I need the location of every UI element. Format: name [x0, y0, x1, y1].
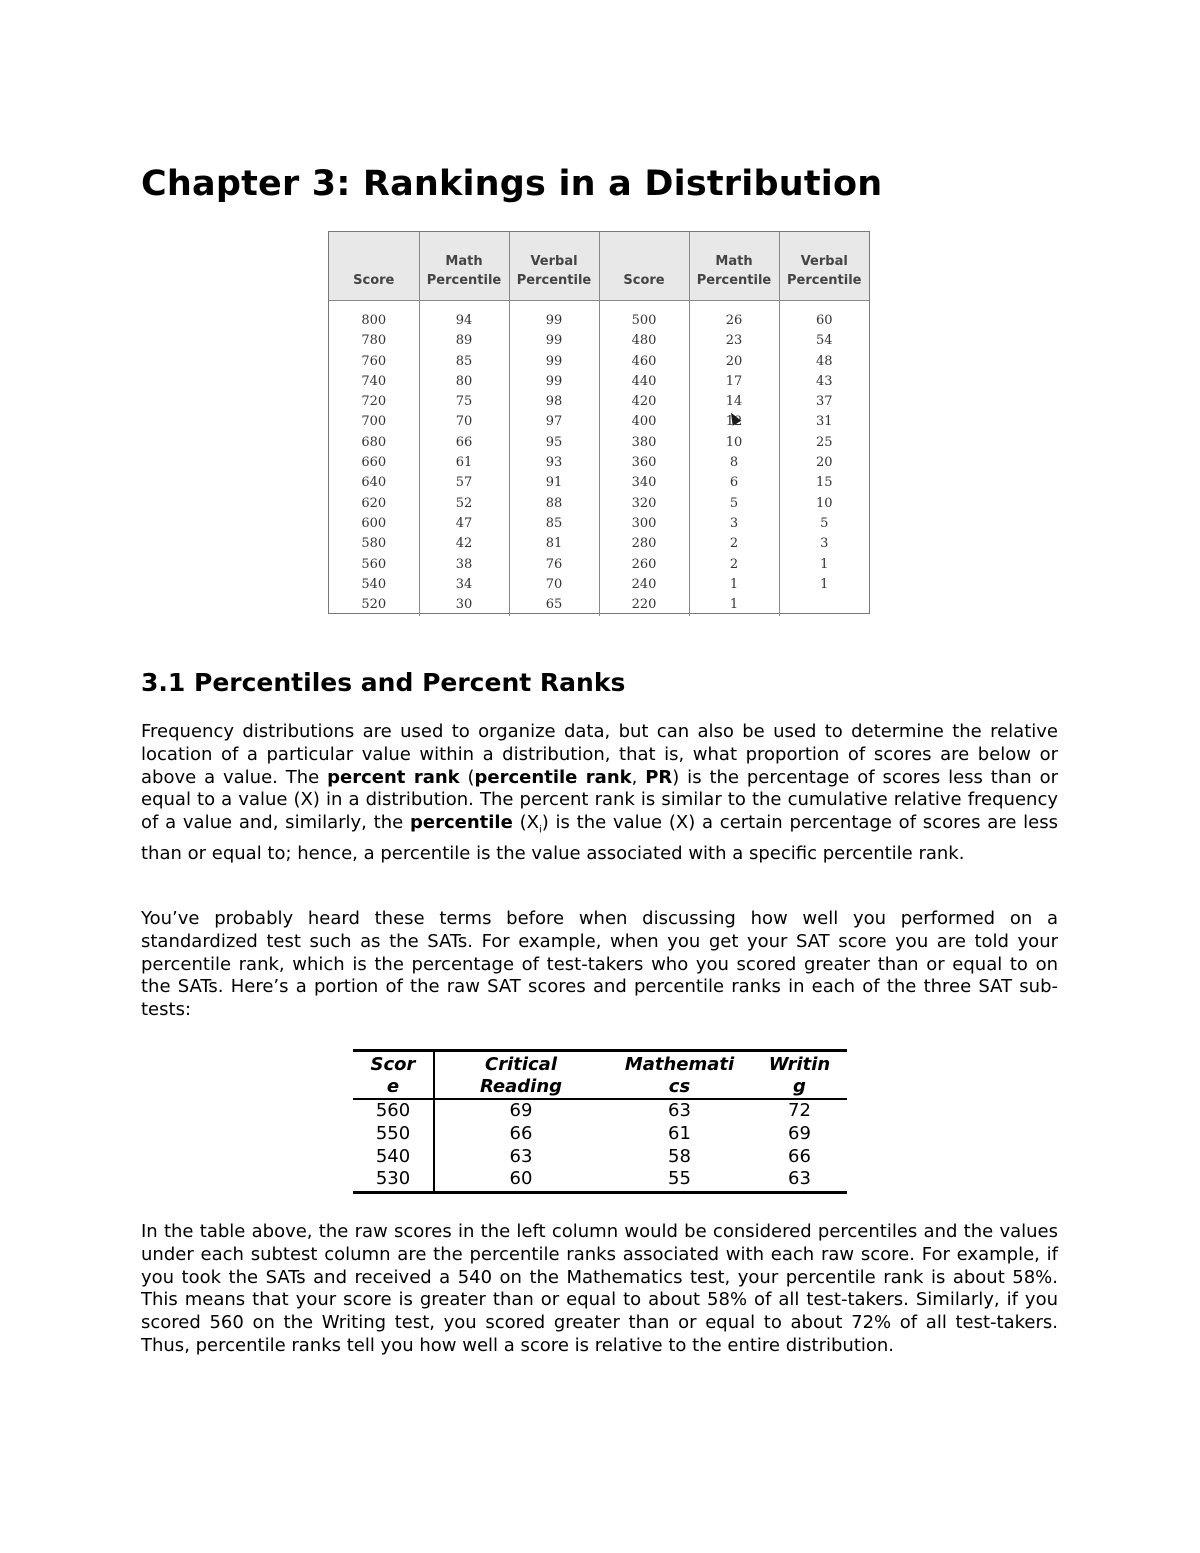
paragraph-percent-rank-definition: Frequency distributions are used to organize data, but can also be used to determine the relative location of a particular value within a distribution, that is, what proportion of scores are below or above a value. The percent rank (percentile rank, PR) is the percentage of scores less than or equal to a value (X) in a distribution. The percent rank is similar to the cumulative relative frequency of a value and, similarly, the percentile $(X_i)$ is the value (X) a certain percentage of scores are less than or equal to; hence, a percentile is the value associated with a specific percentile rank. — [141, 721, 1059, 864]
image-header-score-1: Score — [329, 232, 419, 301]
image-table-value: 240 — [631, 576, 657, 592]
sat-cell: 69 — [509, 1100, 533, 1121]
image-table-value: 93 — [545, 455, 563, 471]
image-table-value: 38 — [455, 556, 473, 572]
image-table-value: 680 — [361, 434, 387, 450]
image-table-value: 23 — [725, 333, 743, 349]
image-header-score-2: Score — [599, 232, 689, 301]
sat-cell: 550 — [353, 1123, 434, 1146]
image-table-value: 360 — [631, 455, 657, 471]
image-table-value: 620 — [361, 495, 387, 511]
chapter-title: Chapter 3: Rankings in a Distribution — [141, 164, 883, 204]
image-header-math-percentile-1: Math Percentile — [419, 232, 509, 301]
image-table-value: 1 — [729, 576, 739, 592]
image-table-value: 31 — [815, 414, 833, 430]
image-table-value: 20 — [725, 353, 743, 369]
image-table-value: 600 — [361, 515, 387, 531]
sat-header-writing: Writin g — [752, 1051, 847, 1100]
image-table-value: 700 — [361, 414, 387, 430]
section-heading: 3.1 Percentiles and Percent Ranks — [141, 668, 626, 697]
image-table-value: 380 — [631, 434, 657, 450]
image-col-verbal-percentile-2 — [779, 301, 869, 617]
image-table-value: 17 — [725, 373, 743, 389]
image-table-value: 94 — [455, 313, 473, 328]
image-table-value: 70 — [455, 414, 473, 430]
image-table-value: 8 — [729, 455, 739, 471]
image-table-value: 5 — [729, 495, 739, 511]
image-table-value: 26 — [725, 313, 743, 328]
image-table-value: 34 — [455, 576, 473, 592]
table-row — [353, 1123, 847, 1146]
image-table-value: 47 — [455, 515, 473, 531]
image-table-value: 99 — [545, 313, 563, 328]
image-table-value: 65 — [545, 597, 563, 613]
image-table-value: 20 — [815, 455, 833, 471]
image-table-value: 3 — [820, 536, 829, 552]
image-table-value: 48 — [815, 353, 833, 369]
image-table-value: 12 — [725, 414, 743, 430]
image-table-value: 15 — [815, 475, 833, 491]
image-table-value: 85 — [455, 353, 473, 369]
image-table-value: 76 — [545, 556, 563, 572]
image-table-value: 37 — [815, 394, 833, 410]
image-table-value: 99 — [545, 333, 563, 349]
table-row — [353, 1146, 847, 1169]
image-table-value: 220 — [631, 597, 657, 613]
image-header-math-percentile-2: Math Percentile — [689, 232, 779, 301]
table-row — [353, 1168, 847, 1192]
image-table-value: 720 — [361, 394, 387, 410]
image-table-value: 300 — [631, 515, 657, 531]
image-table-value: 320 — [631, 495, 657, 511]
image-table-value: 2 — [729, 556, 739, 572]
image-table-value: 61 — [455, 455, 473, 471]
image-table-value: 85 — [545, 515, 563, 531]
paragraph-sat-explanation: In the table above, the raw scores in the left column would be considered percentiles and the values under each subtest column are the percentile ranks associated with each raw score. For example, if you took the SATs and received a 540 on the Mathematics test, your percentile rank is about 58%. This means that your score is greater than or equal to about 58% of all test-takers. Similarly, if you scored 560 on the Writing test, you scored greater than or equal to about 72% of all test-takers. Thus, percentile ranks tell you how well a score is relative to the entire distribution. — [141, 1221, 1058, 1356]
image-table-value: 280 — [631, 536, 657, 552]
sat-cell: 61 — [668, 1122, 691, 1144]
image-table-value: 30 — [455, 597, 473, 613]
image-table-value: 3 — [729, 515, 739, 531]
image-table-value: 400 — [631, 414, 657, 430]
image-table-value: 80 — [455, 373, 473, 389]
image-table-value — [781, 595, 869, 615]
image-table-value: 66 — [455, 434, 473, 450]
image-table-value: 43 — [815, 373, 833, 389]
image-table-value: 780 — [361, 333, 387, 349]
image-table-value: 81 — [545, 536, 563, 552]
sat-cell: 60 — [509, 1168, 533, 1190]
sat-cell: 530 — [353, 1168, 434, 1192]
image-table-value: 70 — [545, 576, 563, 592]
image-table-value: 99 — [545, 353, 563, 369]
image-table-value: 540 — [361, 576, 387, 592]
sat-cell: 69 — [788, 1122, 811, 1144]
sat-percentile-table — [353, 1049, 847, 1194]
sat-cell: 58 — [668, 1145, 691, 1167]
sat-cell: 72 — [788, 1100, 811, 1121]
image-table-value: 25 — [815, 434, 833, 450]
image-table-value: 760 — [361, 353, 387, 369]
sat-header-critical-reading: Critical Reading — [434, 1051, 607, 1100]
image-table-value: 560 — [361, 556, 387, 572]
image-table-value: 89 — [455, 333, 473, 349]
image-col-math-percentile-1 — [419, 301, 509, 617]
paragraph-sat-intro: You’ve probably heard these terms before when discussing how well you performed on a standardized test such as the SATs. For example, when you get your SAT score you are told your percentile rank, which is the percentage of test-takers who you scored greater than or equal to on the SATs. Here’s a portion of the raw SAT scores and percentile ranks in each of the three SAT sub-tests: — [141, 908, 1058, 1021]
image-table-value: 640 — [361, 475, 387, 491]
score-percentile-image-table — [328, 231, 870, 614]
image-table-header-row — [329, 232, 869, 301]
image-table-value: 1 — [820, 556, 829, 572]
sat-cell: 66 — [509, 1122, 533, 1144]
image-table-value: 60 — [815, 313, 833, 328]
image-table-value: 91 — [545, 475, 563, 491]
sat-cell: 560 — [353, 1099, 434, 1123]
image-table-value: 99 — [545, 373, 563, 389]
sat-header-row — [353, 1051, 847, 1100]
sat-cell: 63 — [509, 1145, 533, 1167]
image-table-value: 42 — [455, 536, 473, 552]
sat-cell: 66 — [788, 1145, 811, 1167]
image-table-value: 57 — [455, 475, 473, 491]
image-table-value: 480 — [631, 333, 657, 349]
image-table-value: 10 — [725, 434, 743, 450]
image-table-value: 14 — [725, 394, 743, 410]
image-table-value: 260 — [631, 556, 657, 572]
image-table-value: 95 — [545, 434, 563, 450]
image-table-value: 500 — [631, 313, 657, 328]
image-table-value: 800 — [361, 313, 387, 328]
sat-header-score: Scor e — [353, 1051, 434, 1100]
image-table-value: 5 — [820, 515, 829, 531]
image-table-value: 460 — [631, 353, 657, 369]
sat-header-mathematics: Mathemati cs — [607, 1051, 752, 1100]
image-table-value: 660 — [361, 455, 387, 471]
image-table-value: 580 — [361, 536, 387, 552]
image-table-value: 740 — [361, 373, 387, 389]
image-table-value: 520 — [361, 597, 387, 613]
image-table-value: 97 — [545, 414, 563, 430]
image-table-value: 52 — [455, 495, 473, 511]
image-table-value: 54 — [815, 333, 833, 349]
image-table-value: 1 — [820, 576, 829, 592]
image-table-value: 88 — [545, 495, 563, 511]
table-row — [353, 1099, 847, 1123]
image-header-verbal-percentile-2: Verbal Percentile — [779, 232, 869, 301]
image-col-score-1 — [329, 301, 419, 617]
image-table-value: 440 — [631, 373, 657, 389]
image-table-value: 75 — [455, 394, 473, 410]
sat-cell: 63 — [788, 1168, 811, 1190]
image-header-verbal-percentile-1: Verbal Percentile — [509, 232, 599, 301]
image-table-value: 10 — [815, 495, 833, 511]
image-table-value: 6 — [729, 475, 739, 491]
image-table-value: 98 — [545, 394, 563, 410]
image-table-value: 340 — [631, 475, 657, 491]
sat-cell: 63 — [668, 1100, 691, 1121]
image-col-math-percentile-2 — [689, 301, 779, 617]
image-col-score-2 — [599, 301, 689, 617]
sat-cell: 540 — [353, 1146, 434, 1169]
image-table-value: 420 — [631, 394, 657, 410]
sat-cell: 55 — [668, 1168, 691, 1190]
image-table-value: 2 — [729, 536, 739, 552]
image-table-value: 1 — [729, 597, 739, 613]
image-col-verbal-percentile-1 — [509, 301, 599, 617]
